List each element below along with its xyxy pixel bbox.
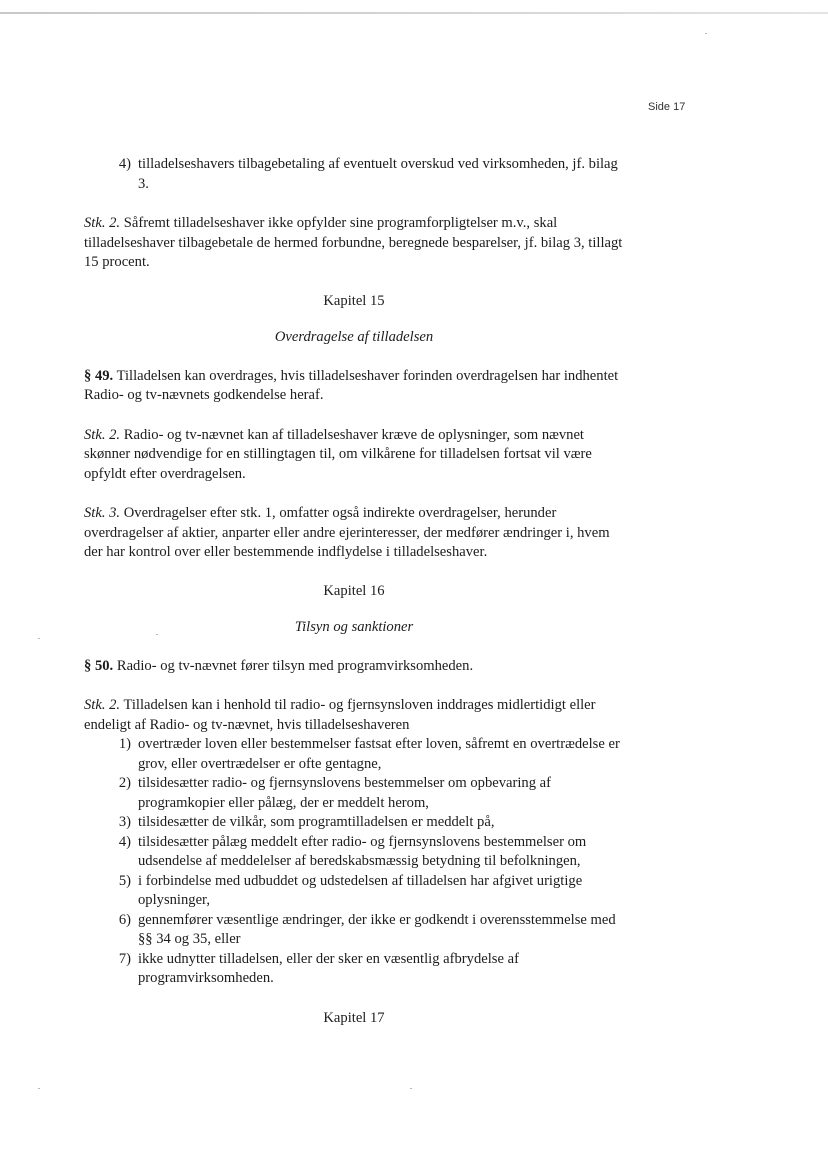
scan-speck: [38, 1088, 40, 1089]
sanction-conditions-list: [84, 735, 624, 989]
list-item-number: 5): [118, 872, 131, 889]
list-item: [84, 872, 624, 911]
chapter-15-title: Kapitel 15: [323, 292, 385, 309]
page-number: Side 17: [648, 101, 686, 113]
scan-speck: [38, 638, 40, 639]
list-item: [84, 155, 624, 194]
list-item-text: tilsidesætter de vilkår, som programtilladelsen er meddelt på,: [138, 814, 495, 830]
list-item: [84, 833, 624, 872]
list-item-text: gennemfører væsentlige ændringer, der ikke er godkendt i overensstemmelse med §§ 34 og 35, eller: [138, 911, 616, 947]
stk-label: Stk. 3.: [84, 505, 121, 521]
section-text: Radio- og tv-nævnet fører tilsyn med programvirksomheden.: [116, 657, 474, 674]
scan-top-edge: [0, 12, 828, 14]
list-item-text: tilsidesætter radio- og fjernsynslovens bestemmelser om opbevaring af programkopier eller pålæg, der er meddelt herom,: [138, 775, 551, 811]
continued-list: [84, 155, 624, 194]
chapter-17-title: Kapitel 17: [323, 1009, 385, 1026]
scan-speck: [410, 1088, 412, 1089]
stk-label: Stk. 2.: [84, 426, 121, 443]
chapter-15-subtitle: Overdragelse af tilladelsen: [274, 329, 434, 345]
list-item-number: 7): [118, 950, 131, 967]
section-text: Tilladelsen kan overdrages, hvis tilladelseshaver forinden overdragelsen har indhentet Radio- og tv-nævnets godkendelse heraf.: [84, 367, 619, 403]
list-item-text: tilsidesætter pålæg meddelt efter radio- og fjernsynslovens bestemmelser om udsendelse af meddelelser af beredskabsmæssig betydning til befolkningen,: [138, 833, 587, 869]
paragraph-text: Radio- og tv-nævnet kan af tilladelseshaver kræve de oplysninger, som nævnet skønner nødvendige for en stillingtagen til, om vilkårene for tilladelsen fortsat vil være opfyldt efter overdragelsen.: [84, 426, 592, 482]
list-item: [84, 774, 624, 813]
list-item-number: 3): [118, 814, 131, 830]
section-49: [84, 367, 624, 406]
list-item-text: ikke udnytter tilladelsen, eller der sker en væsentlig afbrydelse af programvirksomheden.: [138, 950, 519, 986]
section-49-stk2: [84, 426, 624, 485]
paragraph-text: Overdragelser efter stk. 1, omfatter også indirekte overdragelser, herunder overdragelser af aktier, anparter eller andre ejerinteresser, der medfører ændringer i, hvem der har kontrol over eller bestemmende indflydelse i tilladelseshaver.: [84, 505, 610, 560]
list-item-number: 6): [118, 911, 131, 928]
list-item: [84, 813, 624, 833]
section-50-stk2: [84, 696, 624, 735]
list-item-number: 1): [118, 736, 131, 752]
paragraph-stk2-programforpligtelser: [84, 214, 624, 273]
list-item: [84, 911, 624, 950]
list-item: [84, 735, 624, 774]
list-item-text: tilladelseshavers tilbagebetaling af eventuelt overskud ved virksomheden, jf. bilag 3.: [138, 156, 618, 192]
list-item-number: 4): [118, 833, 131, 850]
section-49-stk3: [84, 504, 624, 563]
stk-label: Stk. 2.: [84, 215, 121, 231]
list-item-text: i forbindelse med udbuddet og udstedelsen af tilladelsen har afgivet urigtige oplysninger,: [138, 872, 583, 908]
list-item-number: 2): [118, 775, 131, 791]
list-item-text: overtræder loven eller bestemmelser fastsat efter loven, såfremt en overtrædelse er grov, eller overtrædelser er ofte gentagne,: [138, 736, 620, 772]
stk-label: Stk. 2.: [84, 697, 121, 713]
list-item-number: 4): [118, 156, 131, 172]
document-body: [84, 155, 624, 1028]
chapter-16-subtitle: Tilsyn og sanktioner: [294, 619, 414, 635]
section-50: [84, 657, 624, 677]
paragraph-text: Tilladelsen kan i henhold til radio- og fjernsynsloven inddrages midlertidigt eller endeligt af Radio- og tv-nævnet, hvis tilladelseshaveren: [84, 697, 596, 733]
paragraph-text: Såfremt tilladelseshaver ikke opfylder sine programforpligtelser m.v., skal tilladelseshaver tilbagebetale de hermed forbundne, beregnede besparelser, jf. bilag 3, tillagt 15 procent.: [84, 215, 623, 270]
chapter-16-title: Kapitel 16: [323, 582, 385, 599]
scan-speck: [705, 33, 707, 34]
section-ref: § 49.: [84, 367, 114, 384]
section-ref: § 50.: [84, 657, 114, 674]
list-item: [84, 950, 624, 989]
